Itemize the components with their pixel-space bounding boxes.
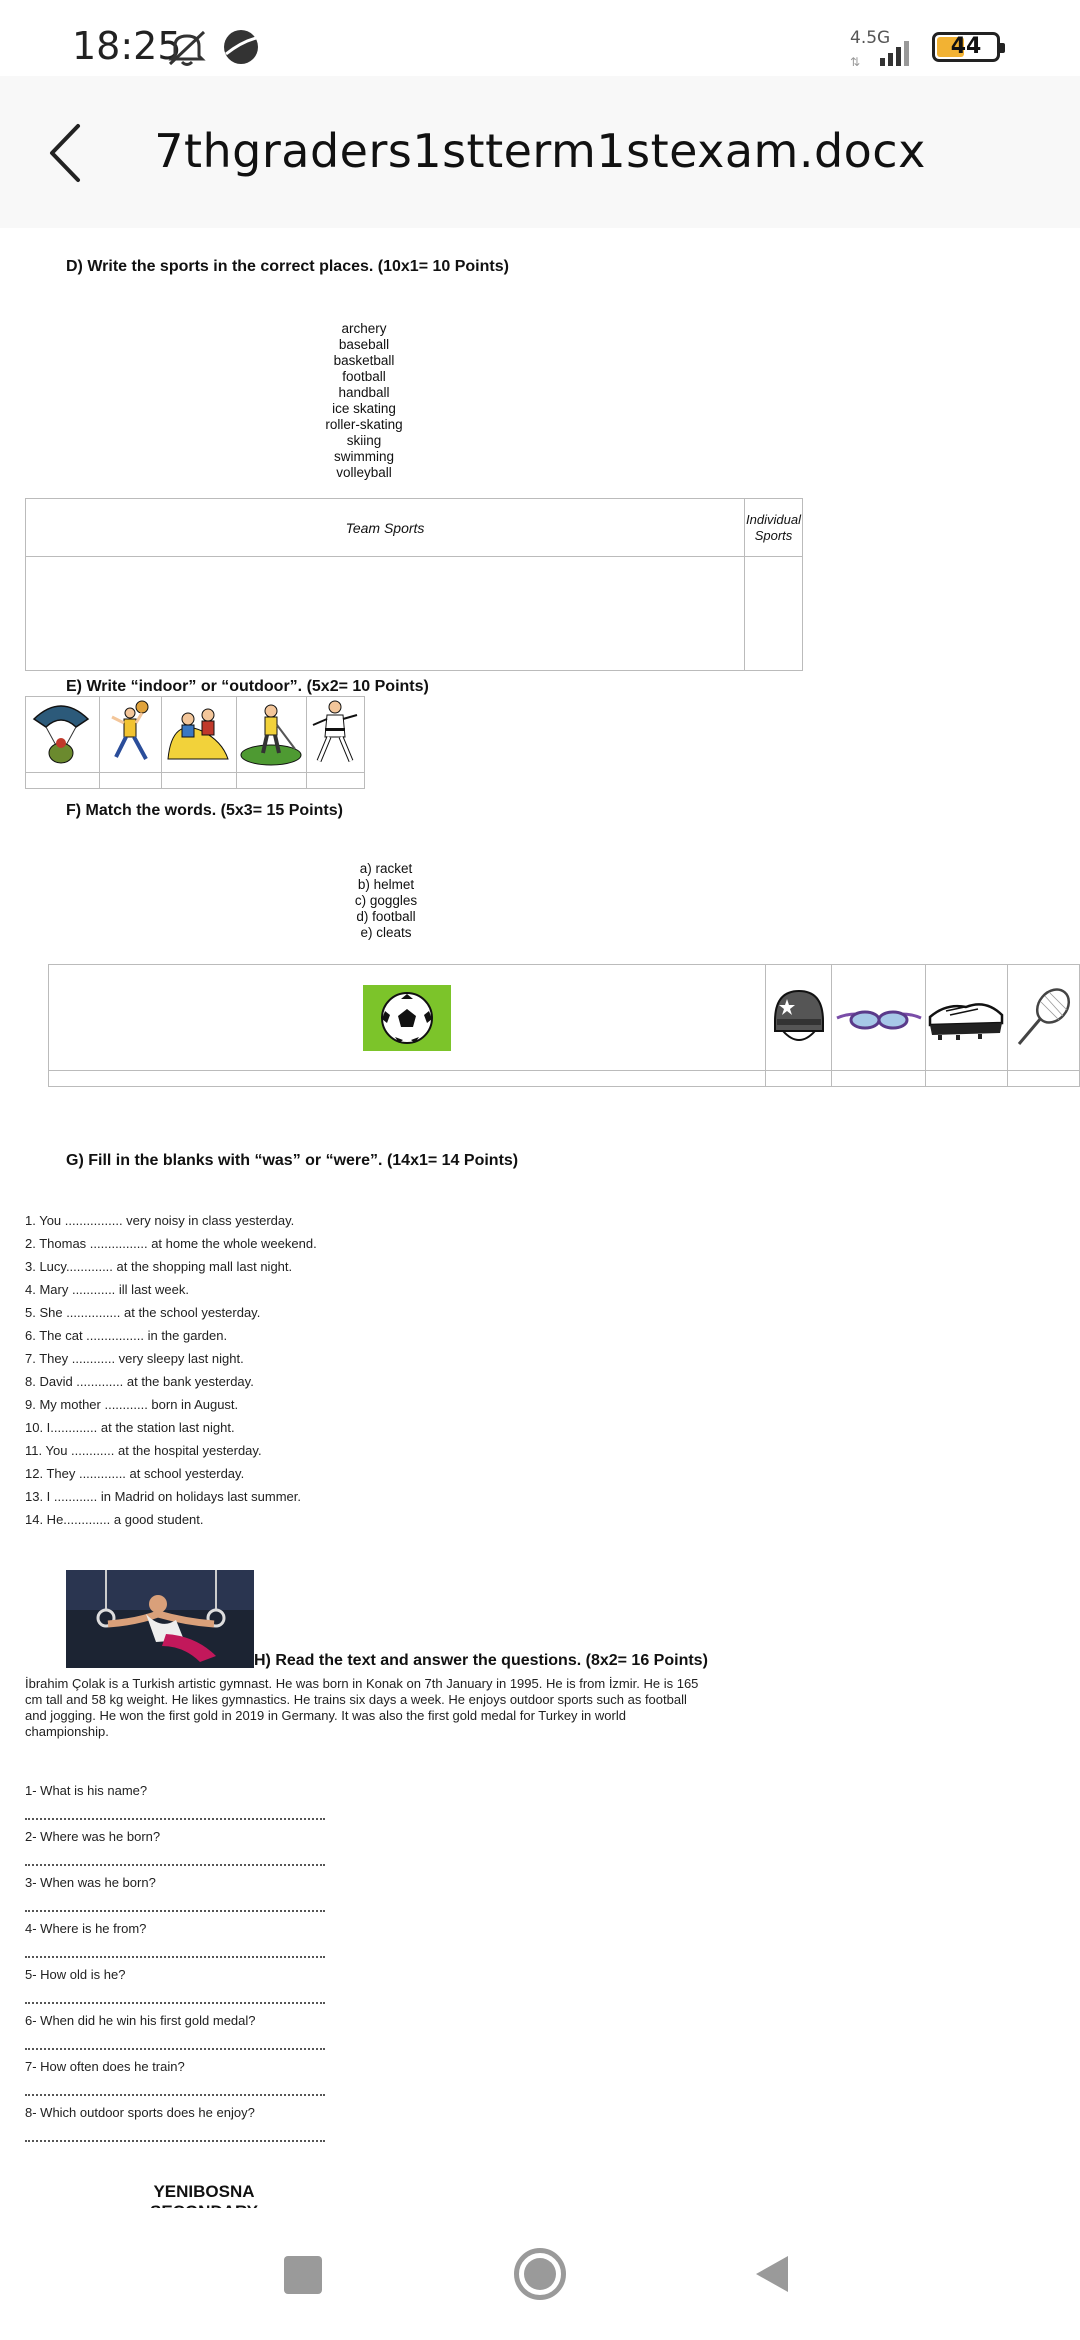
- battery-icon: [932, 32, 1000, 62]
- question-item: 4- Where is he from?: [25, 1921, 147, 1936]
- karate-image: [307, 697, 363, 767]
- document-viewer[interactable]: [0, 228, 1080, 2208]
- section-g-heading: G) Fill in the blanks with “was” or “were”. (14x1= 14 Points): [66, 1152, 519, 1169]
- status-time: 18:25: [72, 24, 182, 68]
- football-image: [363, 985, 451, 1051]
- back-icon[interactable]: [754, 2254, 790, 2294]
- word-item: roller-skating: [325, 417, 403, 432]
- question-item: 8- Which outdoor sports does he enjoy?: [25, 2105, 255, 2120]
- question-item: 6- When did he win his first gold medal?: [25, 2013, 256, 2028]
- cleats-image: [926, 993, 1006, 1043]
- school-name-line: YENIBOSNA: [153, 2182, 255, 2201]
- fill-blank-item: 3. Lucy............. at the shopping mall last night.: [25, 1259, 293, 1274]
- option-item: a) racket: [359, 861, 413, 876]
- fill-blank-item: 1. You ................ very noisy in class yesterday.: [25, 1213, 295, 1228]
- fill-blank-item: 11. You ............ at the hospital yesterday.: [25, 1443, 262, 1458]
- question-item: 7- How often does he train?: [25, 2059, 185, 2074]
- answer-line[interactable]: [25, 2094, 325, 2096]
- fill-blank-item: 5. She ............... at the school yesterday.: [25, 1305, 261, 1320]
- answer-cell[interactable]: [49, 1071, 766, 1087]
- individual-sports-cell[interactable]: [745, 557, 803, 671]
- document-title: 7thgraders1stterm1stexam.docx: [154, 124, 926, 178]
- option-item: d) football: [356, 909, 416, 924]
- image-cell: [1007, 965, 1079, 1071]
- paragliding-image: [26, 697, 96, 767]
- helmet-image: [769, 983, 829, 1053]
- goggles-image: [835, 998, 923, 1038]
- golf-image: [237, 697, 305, 767]
- option-item: e) cleats: [360, 925, 412, 940]
- fill-blank-item: 4. Mary ............ ill last week.: [25, 1282, 189, 1297]
- sports-table: [25, 498, 803, 671]
- gymnast-image: [66, 1570, 254, 1668]
- answer-line[interactable]: [25, 1956, 325, 1958]
- fill-blank-item: 10. I............. at the station last night.: [25, 1420, 235, 1435]
- sports-word-list: [300, 321, 428, 481]
- answer-line[interactable]: [25, 2048, 325, 2050]
- answer-cell[interactable]: [236, 773, 306, 789]
- image-cell: [162, 697, 236, 773]
- svg-text:⇅: ⇅: [850, 55, 861, 69]
- image-cell: [926, 965, 1008, 1071]
- question-item: 1- What is his name?: [25, 1783, 148, 1798]
- word-item: baseball: [338, 337, 390, 352]
- fill-blank-item: 14. He............. a good student.: [25, 1512, 204, 1527]
- answer-cell[interactable]: [26, 773, 100, 789]
- answer-cell[interactable]: [1007, 1071, 1079, 1087]
- section-h-heading: H) Read the text and answer the questions. (8x2= 16 Points): [254, 1652, 708, 1669]
- racket-image: [1013, 988, 1073, 1048]
- team-sports-header: Team Sports: [26, 499, 745, 557]
- home-icon[interactable]: [514, 2248, 566, 2300]
- answer-cell[interactable]: [306, 773, 364, 789]
- reading-passage: İbrahim Çolak is a Turkish artistic gymnast. He was born in Konak on 7th January in 1995. He is from İzmir. He is 165 cm tall and 58 kg weight. He likes gymnastics. He trains six days a week. He enjoys outdoor sports such as football and jogging. He won the first gold in 2019 in Germany. It was also the first gold medal for Turkey in world championship.: [25, 1676, 699, 1739]
- network-type: 4.5G: [850, 28, 891, 48]
- answer-line[interactable]: [25, 1910, 325, 1912]
- answer-cell[interactable]: [100, 773, 162, 789]
- fill-blank-item: 7. They ............ very sleepy last night.: [25, 1351, 244, 1366]
- section-f-heading: F) Match the words. (5x3= 15 Points): [66, 802, 343, 819]
- app-header: [0, 76, 1080, 228]
- image-cell: [26, 697, 100, 773]
- team-sports-cell[interactable]: [26, 557, 745, 671]
- fill-blank-item: 8. David ............. at the bank yesterday.: [25, 1374, 254, 1389]
- word-item: archery: [341, 321, 387, 336]
- recent-apps-icon[interactable]: [284, 2256, 322, 2294]
- image-cell: [236, 697, 306, 773]
- word-item: handball: [338, 385, 390, 400]
- word-item: skiing: [346, 433, 382, 448]
- fill-blank-item: 9. My mother ............ born in August.: [25, 1397, 239, 1412]
- word-item: volleyball: [336, 465, 392, 480]
- mute-icon: [166, 28, 208, 68]
- answer-cell[interactable]: [766, 1071, 832, 1087]
- word-item: ice skating: [332, 401, 396, 416]
- system-nav-bar: [0, 2208, 1080, 2340]
- battery-cap: [1000, 43, 1005, 53]
- section-d-heading: D) Write the sports in the correct places. (10x1= 10 Points): [66, 258, 509, 275]
- image-cell: [49, 965, 766, 1071]
- match-word-list: [326, 861, 446, 941]
- fill-blank-item: 13. I ............ in Madrid on holidays last summer.: [25, 1489, 302, 1504]
- fill-blank-item: 12. They ............. at school yesterday.: [25, 1466, 245, 1481]
- battery-percent: 44: [950, 34, 982, 59]
- image-cell: [306, 697, 364, 773]
- answer-line[interactable]: [25, 2002, 325, 2004]
- handball-image: [100, 697, 160, 767]
- individual-sports-header: Individual Sports: [745, 499, 803, 557]
- answer-line[interactable]: [25, 1864, 325, 1866]
- option-item: c) goggles: [354, 893, 418, 908]
- question-item: 2- Where was he born?: [25, 1829, 161, 1844]
- word-item: swimming: [333, 449, 394, 464]
- image-cell: [766, 965, 832, 1071]
- option-item: b) helmet: [357, 877, 415, 892]
- answer-cell[interactable]: [162, 773, 236, 789]
- planet-icon: [222, 28, 260, 66]
- answer-line[interactable]: [25, 1818, 325, 1820]
- image-cell: [832, 965, 926, 1071]
- section-e-heading: E) Write “indoor” or “outdoor”. (5x2= 10 Points): [66, 678, 429, 695]
- fill-blank-item: 6. The cat ................ in the garden.: [25, 1328, 228, 1343]
- question-item: 5- How old is he?: [25, 1967, 126, 1982]
- roller-coaster-image: [162, 697, 234, 767]
- word-item: basketball: [333, 353, 395, 368]
- answer-cell[interactable]: [832, 1071, 926, 1087]
- image-cell: [100, 697, 162, 773]
- indoor-outdoor-table: [25, 696, 365, 789]
- signal-icon: [850, 38, 920, 68]
- match-table: [48, 964, 1080, 1087]
- word-item: football: [342, 369, 386, 384]
- fill-blank-item: 2. Thomas ................ at home the whole weekend.: [25, 1236, 317, 1251]
- answer-cell[interactable]: [926, 1071, 1008, 1087]
- answer-line[interactable]: [25, 2140, 325, 2142]
- question-item: 3- When was he born?: [25, 1875, 156, 1890]
